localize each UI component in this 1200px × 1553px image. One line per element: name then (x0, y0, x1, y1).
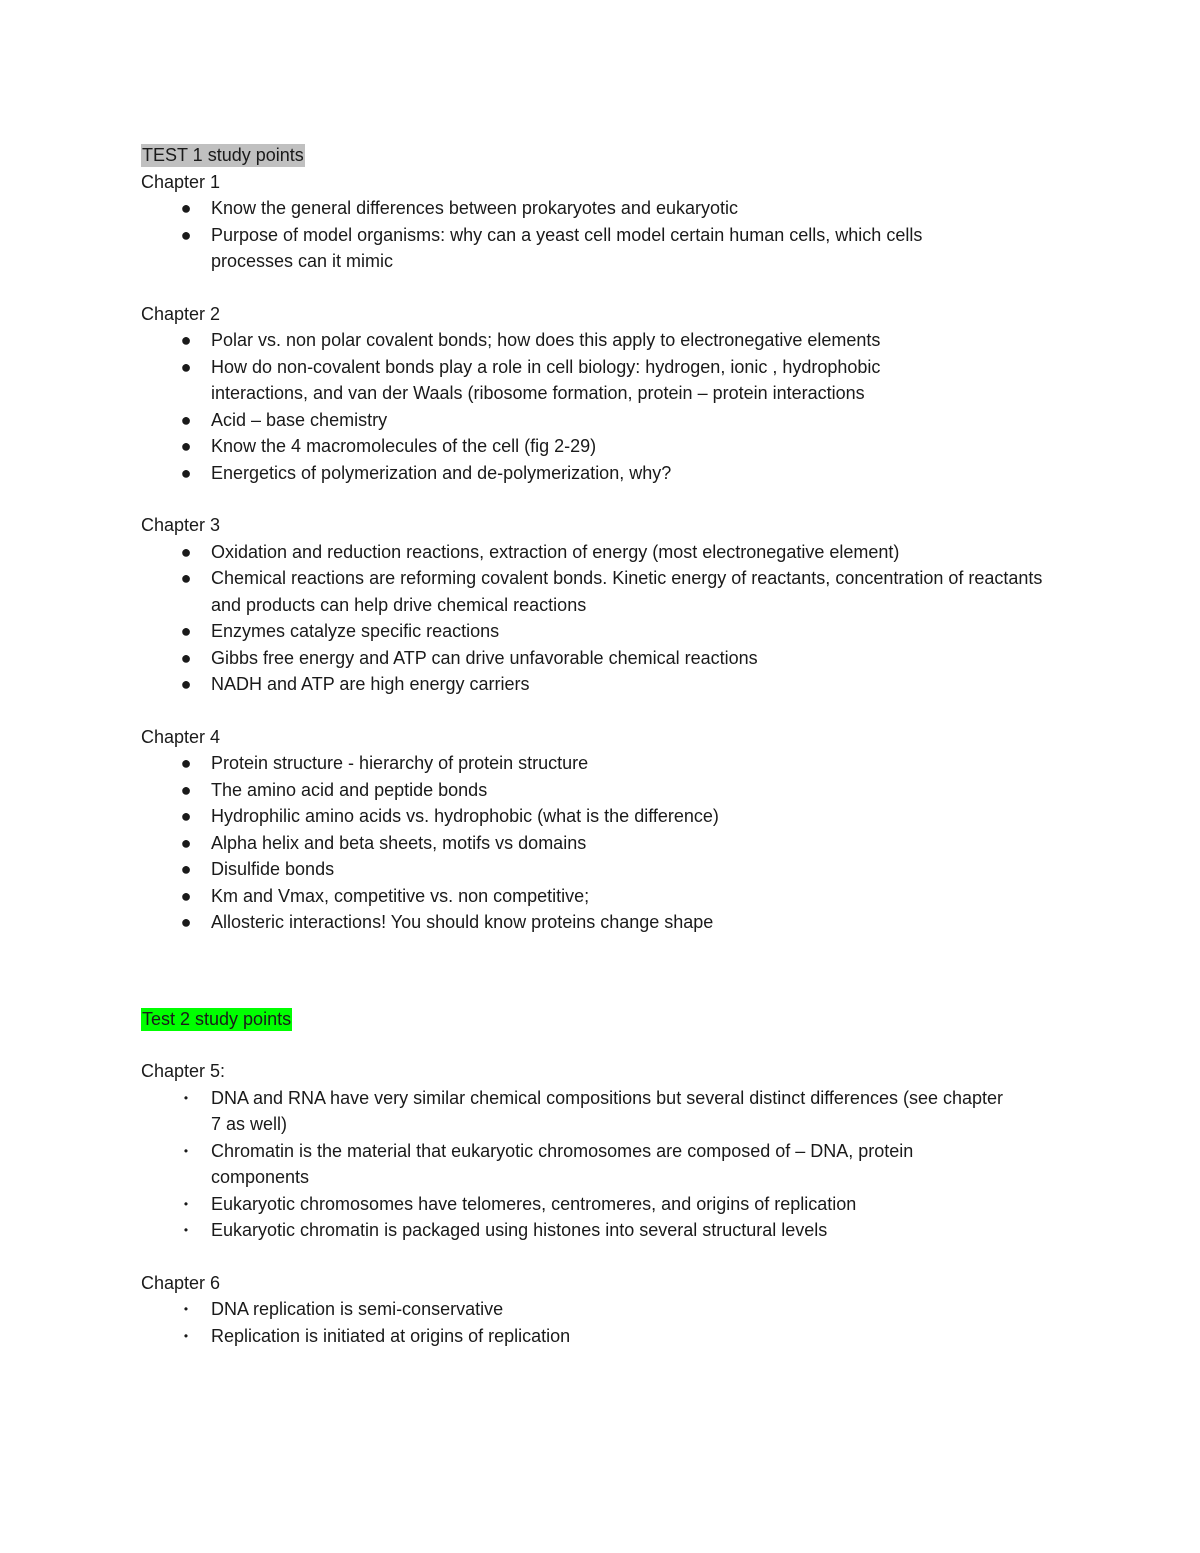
bullet-icon: ● (180, 621, 192, 641)
bullet-icon: ● (180, 674, 192, 694)
bullet-icon: ● (180, 832, 192, 853)
list-item: ● Km and Vmax, competitive vs. non competitive; (141, 883, 1061, 910)
bullet-icon: ● (180, 806, 192, 826)
list-item: ● Disulfide bonds (141, 856, 1061, 883)
bullet-icon: • (183, 1196, 189, 1211)
list-item: ● Know the general differences between prokaryotes and eukaryotic (141, 195, 1061, 222)
test2-title: Test 2 study points (142, 1008, 292, 1029)
bullet-icon: ● (180, 753, 192, 773)
list-item: ● Oxidation and reduction reactions, extraction of energy (most electronegative element) (141, 539, 1061, 566)
bullet-icon: ● (180, 409, 192, 430)
list-item: ● Polar vs. non polar covalent bonds; how does this apply to electronegative elements (141, 327, 1061, 354)
bullet-icon: ● (180, 198, 192, 218)
chapter-heading: Chapter 6 (141, 1272, 221, 1293)
list-item: ● Gibbs free energy and ATP can drive unfavorable chemical reactions (141, 645, 1061, 672)
document-page (141, 142, 1061, 1349)
list-item: ● Chemical reactions are reforming covalent bonds. Kinetic energy of reactants, concentration of reactants and products can help drive chemical reactions (141, 565, 1061, 618)
list-item: ● Protein structure - hierarchy of protein structure (141, 750, 1061, 777)
bullet-icon: • (183, 1223, 189, 1237)
list-item: • DNA replication is semi-conservative (141, 1296, 1061, 1323)
chapter-heading: Chapter 4 (141, 726, 221, 747)
list-item: ● Hydrophilic amino acids vs. hydrophobic (what is the difference) (141, 803, 1061, 830)
test1-title: TEST 1 study points (142, 145, 304, 165)
bullet-icon: ● (180, 224, 192, 245)
chapter-4-list (141, 750, 1061, 936)
test2-title-line (141, 1006, 1061, 1033)
list-item: • DNA and RNA have very similar chemical compositions but several distinct differences (see chapter 7 as well) (141, 1085, 1061, 1138)
list-item: ● How do non-covalent bonds play a role in cell biology: hydrogen, ionic , hydrophobic interactions, and van der Waals (ribosome formation, protein – protein interactions (141, 354, 1061, 407)
list-item: • Replication is initiated at origins of replication (141, 1323, 1061, 1350)
chapter-heading: Chapter 5: (141, 1061, 226, 1081)
list-item: • Chromatin is the material that eukaryotic chromosomes are composed of – DNA, protein components (141, 1138, 1061, 1191)
list-item: ● Purpose of model organisms: why can a yeast cell model certain human cells, which cells processes can it mimic (141, 222, 1061, 275)
bullet-icon: • (183, 1090, 189, 1105)
chapter-2-list (141, 327, 1061, 486)
list-item: ● Alpha helix and beta sheets, motifs vs domains (141, 830, 1061, 857)
list-item: • Eukaryotic chromatin is packaged using histones into several structural levels (141, 1217, 1061, 1244)
list-item: ● Energetics of polymerization and de-polymerization, why? (141, 460, 1061, 487)
bullet-icon: ● (180, 462, 192, 483)
bullet-icon: ● (180, 779, 192, 800)
bullet-icon: ● (180, 568, 192, 588)
chapter-heading: Chapter 3 (141, 515, 221, 535)
list-item: ● Enzymes catalyze specific reactions (141, 618, 1061, 645)
chapter-heading: Chapter 1 (141, 171, 221, 192)
bullet-icon: ● (180, 885, 192, 906)
bullet-icon: ● (180, 541, 192, 562)
list-item: ● NADH and ATP are high energy carriers (141, 671, 1061, 698)
chapter-5-list (141, 1085, 1061, 1244)
list-item: ● Acid – base chemistry (141, 407, 1061, 434)
bullet-icon: ● (180, 436, 192, 456)
list-item: ● The amino acid and peptide bonds (141, 777, 1061, 804)
chapter-3-list (141, 539, 1061, 698)
list-item: ● Know the 4 macromolecules of the cell (fig 2-29) (141, 433, 1061, 460)
list-item: • Eukaryotic chromosomes have telomeres, centromeres, and origins of replication (141, 1191, 1061, 1218)
chapter-1-list (141, 195, 1061, 275)
bullet-icon: ● (180, 356, 192, 377)
test1-title-line (141, 142, 1061, 169)
bullet-icon: • (183, 1143, 189, 1158)
bullet-icon: • (183, 1302, 189, 1316)
chapter-6-list (141, 1296, 1061, 1349)
chapter-heading: Chapter 2 (141, 303, 221, 324)
list-item: ● Allosteric interactions! You should know proteins change shape (141, 909, 1061, 936)
bullet-icon: ● (180, 859, 192, 879)
bullet-icon: ● (180, 647, 192, 668)
bullet-icon: • (183, 1328, 189, 1343)
bullet-icon: ● (180, 330, 192, 350)
bullet-icon: ● (180, 912, 192, 932)
